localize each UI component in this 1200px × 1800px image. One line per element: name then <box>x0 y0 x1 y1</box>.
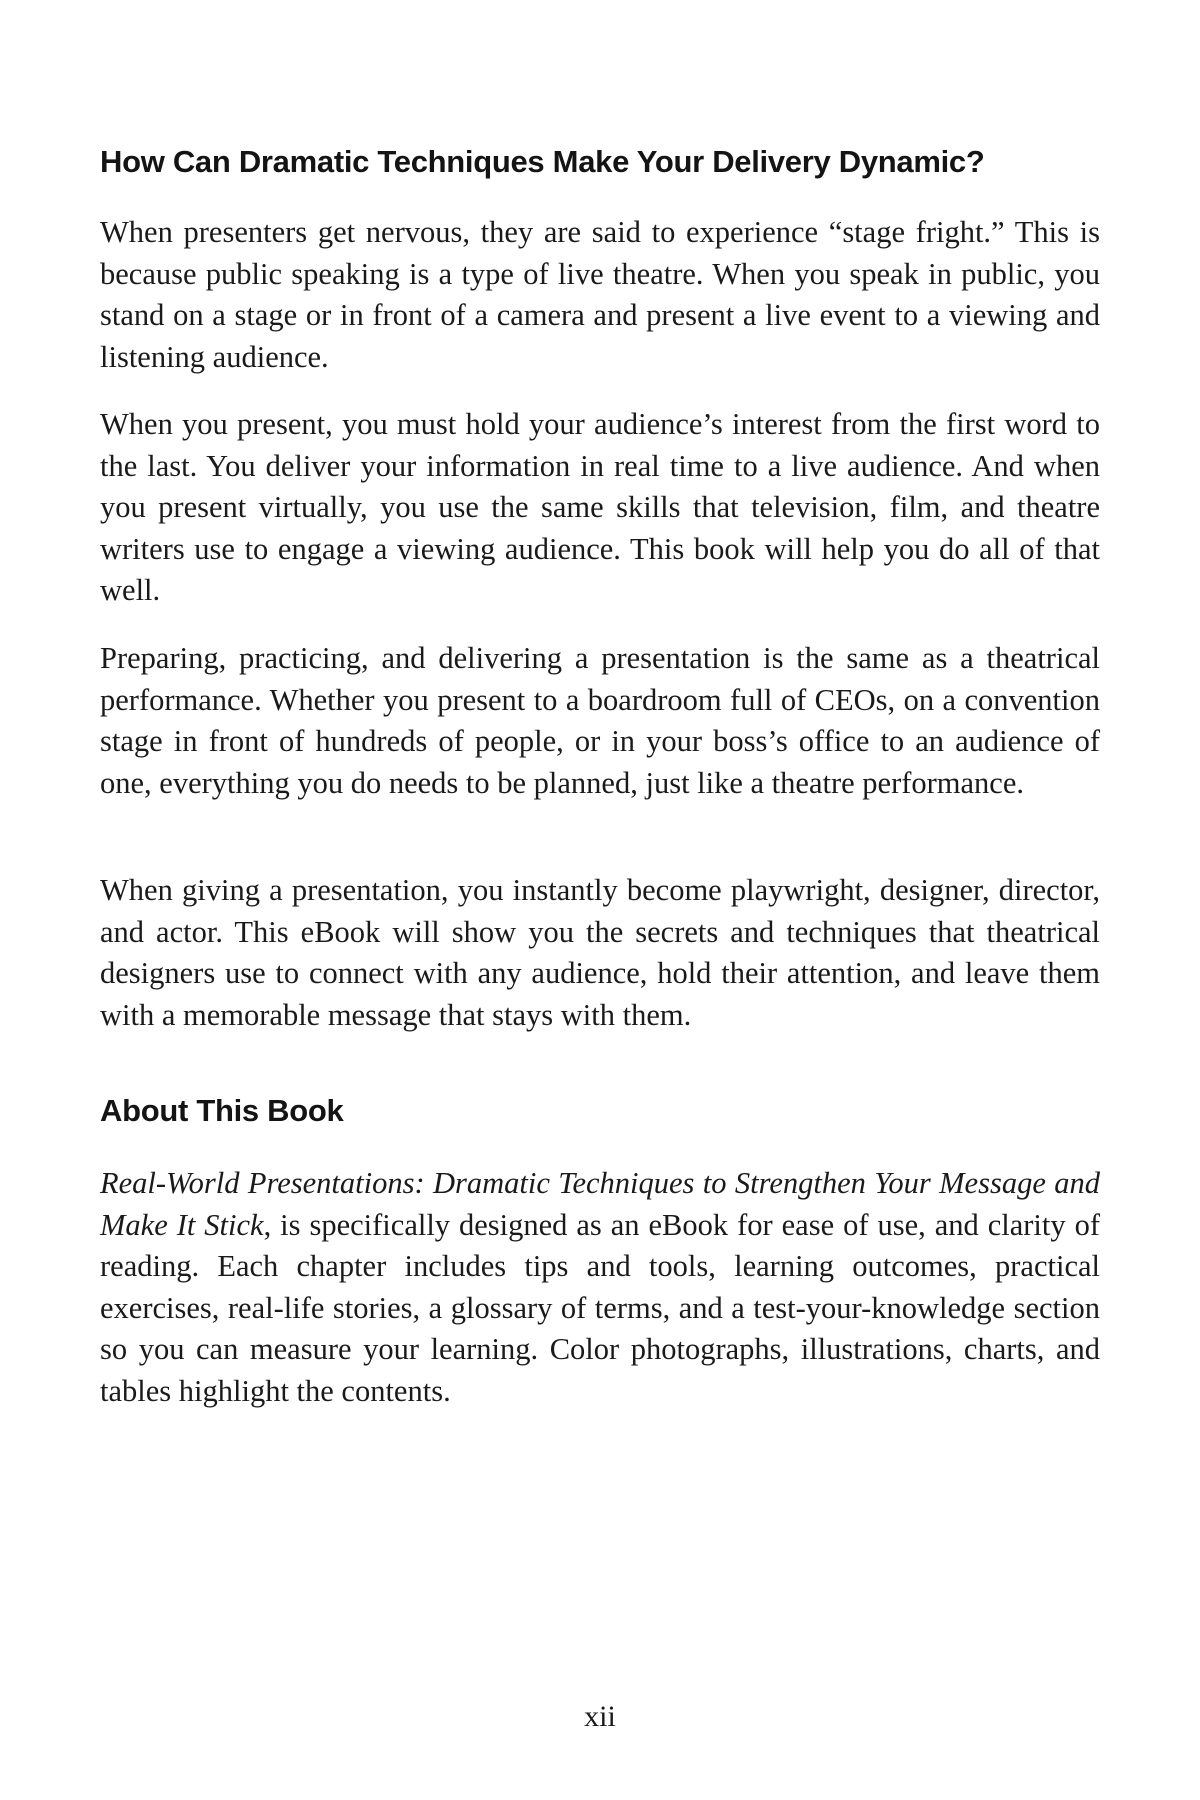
paragraph-playwright-designer: When giving a presentation, you instantly become playwright, designer, director, and actor. This eBook will show you the secrets and techniques that theatrical designers use to connect with any audience, hold their attention, and leave them with a memorable message that stays with them. <box>100 873 1100 1032</box>
book-page <box>100 0 1100 1800</box>
section-heading-dramatic-techniques: How Can Dramatic Techniques Make Your Delivery Dynamic? <box>100 144 985 179</box>
paragraph-theatrical-performance: Preparing, practicing, and delivering a presentation is the same as a theatrical performance. Whether you present to a boardroom full of CEOs, on a convention stage in front of hundreds of people, or in your boss’s office to an audience of one, everything you do needs to be planned, just like a theatre performance. <box>100 641 1100 800</box>
about-book-body: , is specifically designed as an eBook for ease of use, and clarity of reading. Each chapter includes tips and tools, learning outcomes, practical exercises, real-life stories, a glossary of terms, and a test-your-knowledge section so you can measure your learning. Color photographs, illustrations, charts, and tables highlight the contents. <box>100 1207 1100 1408</box>
book-title: Real-World Presentations: Dramatic Techniques to Strengthen Your Message and Make It Stick <box>100 1166 1100 1242</box>
paragraph-about-book <box>100 1163 1100 1412</box>
paragraph-hold-interest: When you present, you must hold your audience’s interest from the first word to the last. You deliver your information in real time to a live audience. And when you present virtually, you use the same skills that television, film, and theatre writers use to engage a viewing audience. This book will help you do all of that well. <box>100 407 1100 607</box>
page-number: xii <box>584 1700 616 1733</box>
paragraph-stage-fright: When presenters get nervous, they are said to experience “stage fright.” This is because public speaking is a type of live theatre. When you speak in public, you stand on a stage or in front of a camera and present a live event to a viewing and listening audience. <box>100 215 1100 374</box>
section-heading-about-this-book: About This Book <box>100 1093 344 1128</box>
